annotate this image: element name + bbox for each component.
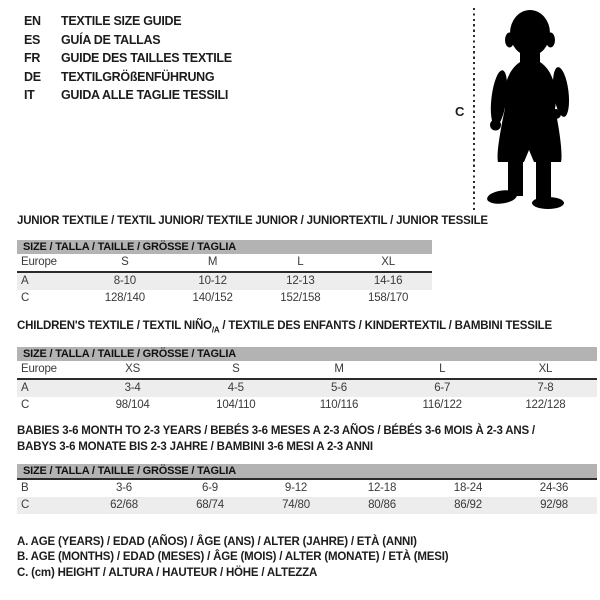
table-cell: C — [21, 499, 30, 511]
table-cell: 116/122 — [422, 399, 462, 411]
language-code: EN — [24, 14, 41, 28]
table-cell: 158/170 — [368, 292, 409, 304]
table-cell: 6-9 — [201, 482, 219, 494]
measure-legend — [17, 535, 448, 581]
language-title: GUIDA ALLE TAGLIE TESSILI — [61, 88, 229, 103]
children-title-part: CHILDREN'S TEXTILE / TEXTIL NIÑO — [17, 320, 212, 332]
junior-section-title: JUNIOR TEXTILE / TEXTIL JUNIOR/ TEXTILE JUNIOR / JUNIORTEXTIL / JUNIOR TESSILE — [17, 215, 488, 227]
table-row-europe — [17, 254, 432, 273]
table-cell: A — [21, 382, 29, 394]
table-cell: A — [21, 275, 29, 287]
table-cell: 6-7 — [434, 382, 451, 394]
table-cell: 3-4 — [124, 382, 141, 394]
table-row-height — [17, 497, 597, 514]
table-cell: XS — [125, 363, 141, 375]
table-cell: 98/104 — [115, 399, 150, 411]
table-cell: 18-24 — [453, 482, 483, 494]
table-row-height — [17, 397, 597, 414]
babies-title-line2: BABYS 3-6 MONATE BIS 2-3 JAHRE / BAMBINI 3-6 MESI A 2-3 ANNI — [17, 440, 373, 453]
children-title-subscript: /A — [211, 325, 220, 335]
babies-title-line1: BABIES 3-6 MONTH TO 2-3 YEARS / BEBÉS 3-6 MESES A 2-3 AÑOS / BÉBÉS 3-6 MOIS À 2-3 ANS / — [17, 425, 535, 437]
table-cell: L — [297, 256, 304, 268]
table-cell: 12-18 — [367, 482, 397, 494]
table-cell: 62/68 — [110, 499, 138, 511]
table-cell: 12-13 — [286, 275, 315, 287]
table-row-age — [17, 273, 432, 290]
language-title: TEXTILGRÖßENFÜHRUNG — [61, 69, 215, 84]
language-code: DE — [24, 69, 41, 84]
size-header-bar: SIZE / TALLA / TAILLE / GRÖSSE / TAGLIA — [17, 464, 597, 480]
table-cell: 92/98 — [540, 499, 568, 511]
table-row-height — [17, 290, 432, 307]
table-cell: S — [232, 363, 240, 375]
language-title: GUIDE DES TAILLES TEXTILE — [61, 51, 232, 66]
language-row-fr — [24, 49, 232, 68]
table-cell: M — [207, 256, 218, 268]
table-cell: XL — [538, 363, 553, 375]
legend-line-height: C. (cm) HEIGHT / ALTURA / HAUTEUR / HÖHE / ALTEZZA — [17, 566, 318, 579]
language-code: FR — [24, 51, 41, 66]
table-cell: C — [21, 399, 30, 411]
table-cell: 5-6 — [330, 382, 348, 394]
language-row-it — [24, 86, 232, 105]
table-cell: 68/74 — [196, 499, 224, 511]
table-cell: 7-8 — [537, 382, 554, 394]
size-header-bar: SIZE / TALLA / TAILLE / GRÖSSE / TAGLIA — [17, 347, 597, 361]
table-cell: 86/92 — [454, 499, 482, 511]
table-cell: C — [21, 292, 30, 304]
table-cell: 4-5 — [227, 382, 244, 394]
size-header-bar: SIZE / TALLA / TAILLE / GRÖSSE / TAGLIA — [17, 240, 432, 254]
table-row-age — [17, 380, 597, 397]
table-cell: 10-12 — [198, 275, 227, 287]
language-row-de — [24, 68, 232, 87]
table-cell: 74/80 — [282, 499, 310, 511]
babies-section-title — [17, 424, 535, 455]
table-cell: M — [334, 363, 344, 375]
children-size-table — [17, 347, 597, 414]
table-cell: B — [21, 482, 29, 494]
table-cell: Europe — [21, 363, 57, 375]
table-cell: Europe — [21, 256, 57, 268]
baby-silhouette-icon — [483, 6, 575, 212]
height-measure-label: C — [455, 104, 465, 119]
table-cell: 80/86 — [368, 499, 396, 511]
table-cell: XL — [381, 256, 395, 268]
language-title: TEXTILE SIZE GUIDE — [61, 14, 182, 28]
legend-line-age-months: B. AGE (MONTHS) / EDAD (MESES) / ÂGE (MOIS) / ALTER (MONATE) / ETÀ (MESI) — [17, 551, 449, 564]
table-cell: 128/140 — [104, 292, 145, 304]
table-cell: 152/158 — [280, 292, 321, 304]
table-cell: 3-6 — [115, 482, 133, 494]
language-code: ES — [24, 32, 41, 47]
legend-line-age-years: A. AGE (YEARS) / EDAD (AÑOS) / ÂGE (ANS) / ALTER (JAHRE) / ETÀ (ANNI) — [17, 536, 417, 548]
table-row-europe — [17, 361, 597, 380]
language-title-list — [24, 12, 232, 105]
language-row-es — [24, 31, 232, 50]
table-cell: 9-12 — [284, 482, 308, 494]
table-cell: 140/152 — [192, 292, 233, 304]
table-cell: S — [121, 256, 129, 268]
babies-size-table — [17, 464, 597, 514]
table-cell: 104/110 — [216, 399, 256, 411]
table-cell: 14-16 — [373, 275, 403, 287]
table-cell: 110/116 — [319, 399, 359, 411]
children-section-title — [17, 320, 552, 334]
table-row-age-months — [17, 480, 597, 497]
junior-size-table — [17, 240, 432, 307]
table-cell: L — [439, 363, 446, 375]
language-row-en — [24, 12, 232, 31]
language-code: IT — [24, 88, 35, 103]
table-cell: 122/128 — [525, 399, 566, 411]
table-cell: 24-36 — [539, 482, 569, 494]
language-title: GUÍA DE TALLAS — [61, 32, 161, 47]
children-title-part: / TEXTILE DES ENFANTS / KINDERTEXTIL / BAMBINI TESSILE — [219, 320, 552, 332]
table-cell: 8-10 — [113, 275, 136, 287]
height-dashed-line — [473, 8, 475, 212]
